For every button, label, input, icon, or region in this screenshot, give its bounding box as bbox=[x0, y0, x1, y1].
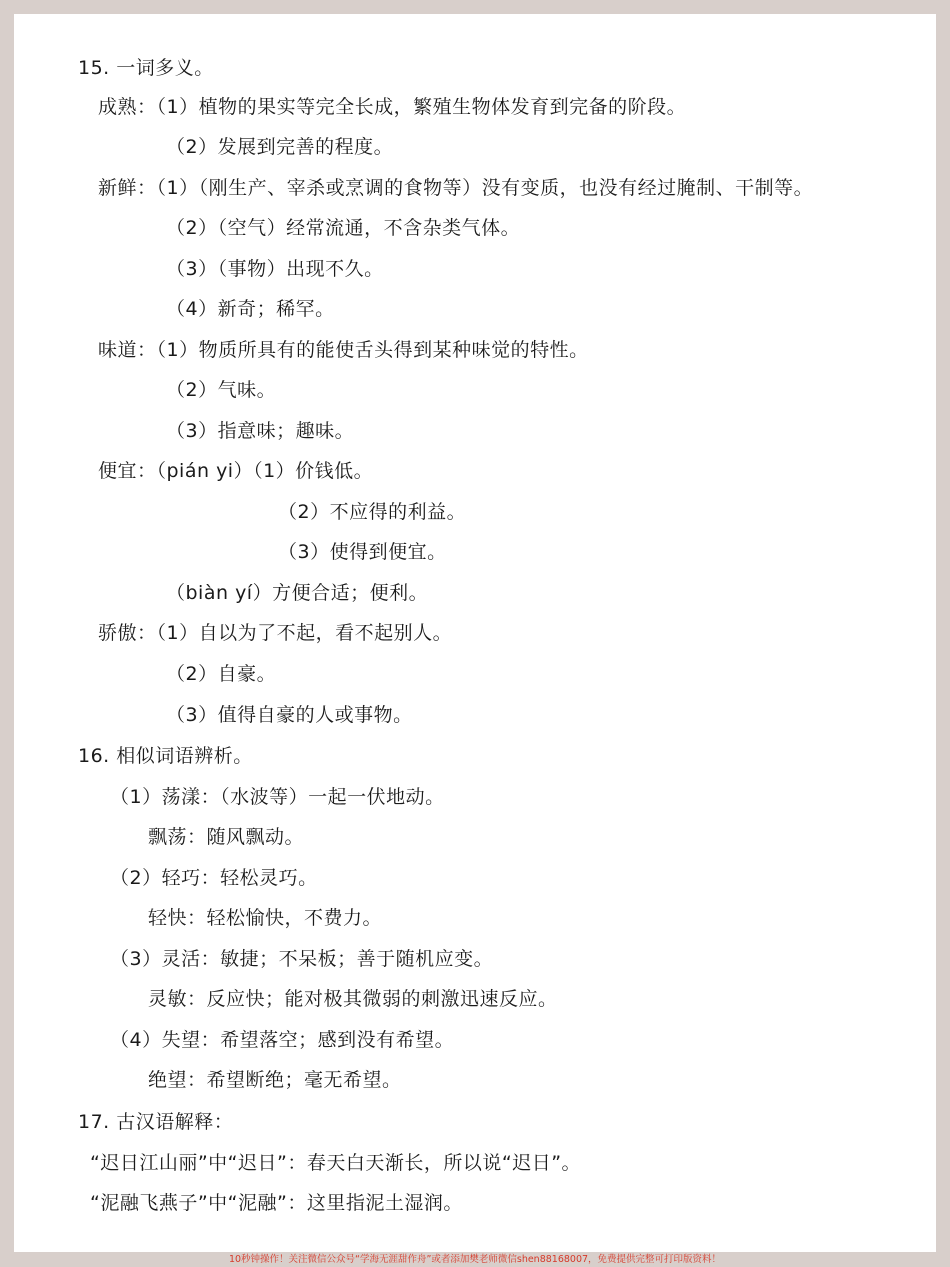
entry-xinxian-def-4: （4）新奇；稀罕。 bbox=[166, 298, 335, 320]
classical-gloss-2: “泥融飞燕子”中“泥融”：这里指泥土湿润。 bbox=[90, 1192, 463, 1214]
entry-jiaoao-def-2: （2）自豪。 bbox=[166, 663, 277, 685]
section-17-heading: 17. 古汉语解释： bbox=[78, 1111, 234, 1133]
entry-chengshu-def-2: （2）发展到完善的程度。 bbox=[166, 136, 394, 158]
entry-xinxian-def-1: 新鲜：（1）（刚生产、宰杀或烹调的食物等）没有变质，也没有经过腌制、干制等。 bbox=[98, 177, 814, 199]
entry-pianyi-def-3: （3）使得到便宜。 bbox=[278, 541, 447, 563]
pair-1-word-a: （1）荡漾：（水波等）一起一伏地动。 bbox=[110, 786, 445, 808]
entry-jiaoao-def-3: （3）值得自豪的人或事物。 bbox=[166, 704, 413, 726]
pair-2-word-a: （2）轻巧：轻松灵巧。 bbox=[110, 867, 318, 889]
section-15-heading: 15. 一词多义。 bbox=[78, 57, 214, 79]
entry-xinxian-def-2: （2）（空气）经常流通，不含杂类气体。 bbox=[166, 217, 521, 239]
document-page bbox=[14, 14, 936, 1252]
entry-pianyi-def-2: （2）不应得的利益。 bbox=[278, 501, 467, 523]
entry-jiaoao-def-1: 骄傲：（1）自以为了不起，看不起别人。 bbox=[98, 622, 453, 644]
entry-weidao-def-1: 味道：（1）物质所具有的能使舌头得到某种味觉的特性。 bbox=[98, 339, 589, 361]
pair-3-word-a: （3）灵活：敏捷；不呆板；善于随机应变。 bbox=[110, 948, 494, 970]
pair-1-word-b: 飘荡：随风飘动。 bbox=[148, 826, 305, 848]
section-16-heading: 16. 相似词语辨析。 bbox=[78, 745, 253, 767]
pair-4-word-b: 绝望：希望断绝；毫无希望。 bbox=[148, 1069, 402, 1091]
entry-weidao-def-3: （3）指意味；趣味。 bbox=[166, 420, 355, 442]
entry-chengshu-def-1: 成熟：（1）植物的果实等完全长成，繁殖生物体发育到完备的阶段。 bbox=[98, 96, 687, 118]
entry-xinxian-def-3: （3）（事物）出现不久。 bbox=[166, 258, 384, 280]
entry-weidao-def-2: （2）气味。 bbox=[166, 379, 277, 401]
pair-3-word-b: 灵敏：反应快；能对极其微弱的刺激迅速反应。 bbox=[148, 988, 558, 1010]
entry-bianyi-def: （biàn yí）方便合适；便利。 bbox=[166, 582, 429, 604]
pair-2-word-b: 轻快：轻松愉快，不费力。 bbox=[148, 907, 383, 929]
promo-footer-banner: 10秒钟操作！关注微信公众号“学海无涯甜作舟”或者添加樊老师微信shen88168007，免费提供完整可打印版资料！ bbox=[228, 1254, 722, 1265]
pair-4-word-a: （4）失望：希望落空；感到没有希望。 bbox=[110, 1029, 455, 1051]
classical-gloss-1: “迟日江山丽”中“迟日”：春天白天渐长，所以说“迟日”。 bbox=[90, 1152, 582, 1174]
entry-pianyi-def-1: 便宜：（pián yi）（1）价钱低。 bbox=[98, 460, 374, 482]
